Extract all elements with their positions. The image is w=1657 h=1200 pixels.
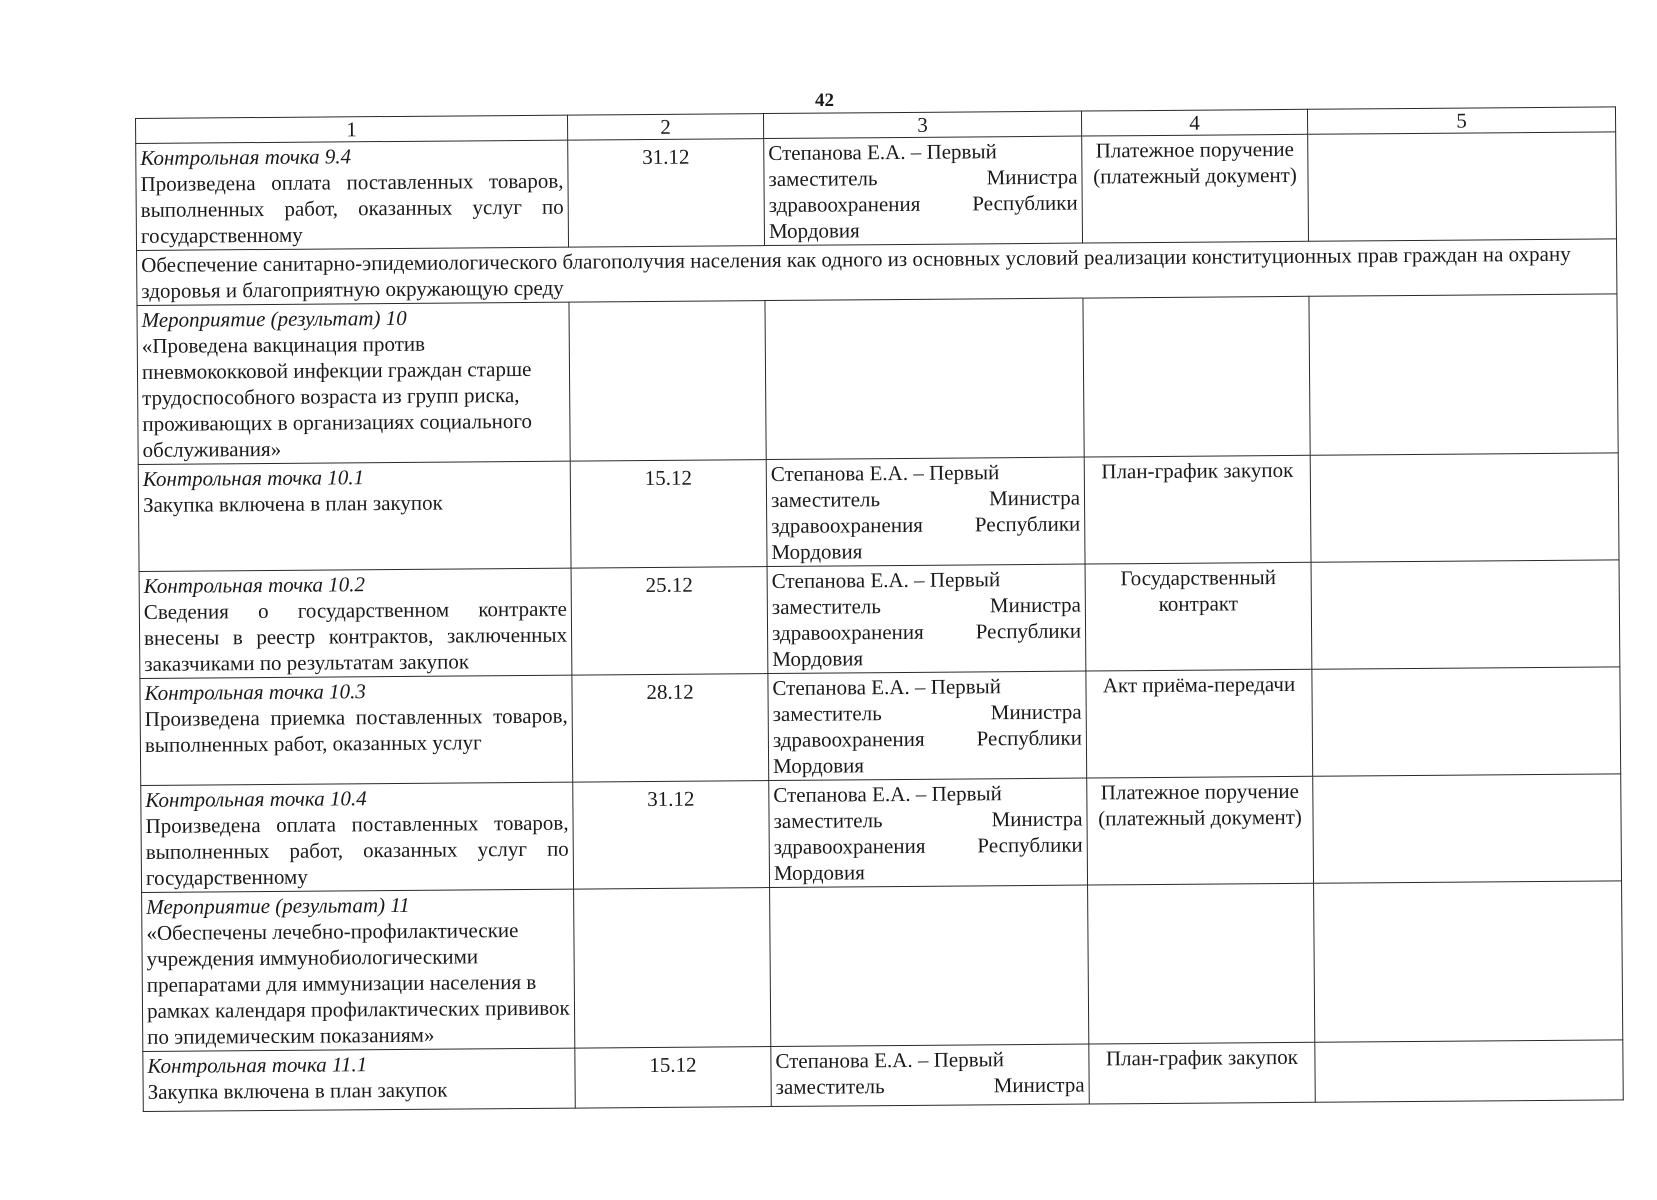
column-header: 5 [1307, 107, 1615, 134]
section-title: Обеспечение санитарно-эпидемиологического благополучия населения как одного из основных условий реализации конституционных прав граждан на охрану здоровья и благоприятную окружающую среду [137, 239, 1617, 306]
responsible-line: Мордовия [771, 539, 863, 565]
responsible-cell [769, 778, 1088, 887]
plan-table [135, 106, 1624, 1112]
document-cell: Акт приёма-передачи [1086, 669, 1313, 778]
responsible-line: Мордовия [773, 753, 865, 779]
responsible-line: здравоохранения Республики [772, 725, 1082, 753]
responsible-line: Степанова Е.А. – Первый [770, 460, 1000, 487]
responsible-line: заместитель Министра [772, 699, 1082, 727]
control-point-row [140, 667, 1621, 786]
description-cell [140, 675, 573, 785]
description-cell [141, 782, 574, 892]
control-point-label: Контрольная точка 11.1 [147, 1052, 368, 1078]
document-cell: План-график закупок [1084, 455, 1311, 564]
column-header: 2 [567, 114, 763, 141]
page-number: 42 [815, 90, 834, 111]
responsible-cell [765, 298, 1084, 459]
description-text: «Обеспечены лечебно-профилактические учреждения иммунобиологическими препаратами для иммунизации населения в рамках календаря профилактических прививок по эпидемическим показаниям» [146, 918, 570, 1049]
deadline-cell [569, 301, 766, 462]
description-cell [139, 568, 572, 678]
event-label: Мероприятие (результат) 10 [141, 305, 407, 332]
responsible-line: здравоохранения Республики [771, 618, 1082, 646]
event-row [142, 881, 1623, 1052]
responsible-line: заместитель Министра [771, 592, 1081, 620]
control-point-label: Контрольная точка 10.3 [144, 679, 366, 705]
event-label: Мероприятие (результат) 11 [146, 892, 410, 919]
document-cell: Платежное поручение (платежный документ) [1087, 776, 1314, 885]
responsible-line: заместитель Министра [768, 164, 1078, 192]
responsible-line: здравоохранения Республики [771, 511, 1081, 539]
empty-cell [1309, 294, 1618, 455]
empty-cell [1312, 667, 1621, 776]
responsible-line: Степанова Е.А. – Первый [771, 567, 1001, 594]
description-text: «Проведена вакцинация против пневмококковой инфекции граждан старше трудоспособного возраста из групп риска, проживающих в организациях социального обслуживания» [141, 331, 533, 462]
responsible-line: заместитель Министра [773, 806, 1083, 834]
column-header: 3 [763, 111, 1081, 138]
responsible-cell [766, 457, 1085, 566]
deadline-cell: 28.12 [572, 674, 769, 783]
responsible-line: здравоохранения Республики [768, 190, 1078, 218]
responsible-cell [764, 136, 1083, 245]
document-cell: Государственный контракт [1085, 562, 1312, 671]
responsible-cell [770, 885, 1089, 1046]
responsible-line: заместитель Министра [770, 485, 1081, 513]
description-cell [137, 302, 570, 464]
responsible-line: Мордовия [768, 218, 860, 244]
responsible-line: Мордовия [773, 860, 865, 886]
plan-table-sheet [135, 106, 1623, 1112]
column-header: 4 [1081, 109, 1307, 136]
deadline-cell [574, 888, 771, 1049]
responsible-line: Степанова Е.А. – Первый [768, 139, 997, 166]
responsible-line: Мордовия [772, 646, 864, 672]
empty-cell [1310, 453, 1619, 562]
control-point-label: Контрольная точка 9.4 [140, 144, 352, 170]
description-cell [143, 1048, 575, 1111]
empty-cell [1315, 1040, 1623, 1102]
document-cell [1083, 296, 1310, 457]
responsible-line: Степанова Е.А. – Первый [772, 674, 1002, 701]
responsible-line: заместитель Министра [775, 1072, 1085, 1099]
description-text: Произведена приемка поставленных товаров, выполненных работ, оказанных услуг [144, 703, 568, 757]
deadline-cell: 15.12 [570, 460, 767, 569]
column-header: 1 [136, 115, 568, 143]
document-cell: План-график закупок [1089, 1042, 1315, 1104]
control-point-row [139, 560, 1620, 679]
event-row [137, 294, 1618, 465]
control-point-row [136, 132, 1617, 251]
responsible-line: Степанова Е.А. – Первый [773, 781, 1002, 808]
document-cell [1088, 883, 1315, 1044]
control-point-row [138, 453, 1619, 572]
empty-cell [1314, 881, 1623, 1042]
control-point-label: Контрольная точка 10.4 [145, 786, 367, 812]
description-text: Сведения о государственном контракте внесены в реестр контрактов, заключенных заказчиками по результатам закупок [143, 596, 568, 676]
deadline-cell: 25.12 [571, 567, 768, 676]
deadline-cell: 15.12 [575, 1047, 771, 1109]
control-point-label: Контрольная точка 10.1 [142, 465, 365, 491]
description-text: Закупка включена в план закупок [142, 490, 443, 517]
description-text: Произведена оплата поставленных товаров, выполненных работ, оказанных услуг по государственному [140, 168, 564, 248]
responsible-cell [767, 564, 1086, 673]
responsible-cell [771, 1044, 1089, 1106]
control-point-label: Контрольная точка 10.2 [143, 572, 366, 598]
responsible-line: Степанова Е.А. – Первый [775, 1047, 1004, 1073]
description-cell [136, 140, 569, 250]
deadline-cell: 31.12 [573, 781, 770, 890]
description-text: Произведена оплата поставленных товаров, выполненных работ, оказанных услуг по государственному [145, 810, 569, 890]
description-cell [138, 461, 571, 571]
control-point-row [141, 774, 1622, 893]
deadline-cell: 31.12 [568, 139, 765, 248]
empty-cell [1313, 774, 1622, 883]
control-point-row [143, 1040, 1623, 1112]
empty-cell [1311, 560, 1620, 669]
responsible-cell [768, 671, 1087, 780]
document-cell: Платежное поручение (платежный документ) [1082, 134, 1309, 243]
empty-cell [1308, 132, 1617, 241]
responsible-line: здравоохранения Республики [773, 832, 1083, 860]
description-text: Закупка включена в план закупок [147, 1077, 448, 1104]
description-cell [142, 889, 575, 1051]
